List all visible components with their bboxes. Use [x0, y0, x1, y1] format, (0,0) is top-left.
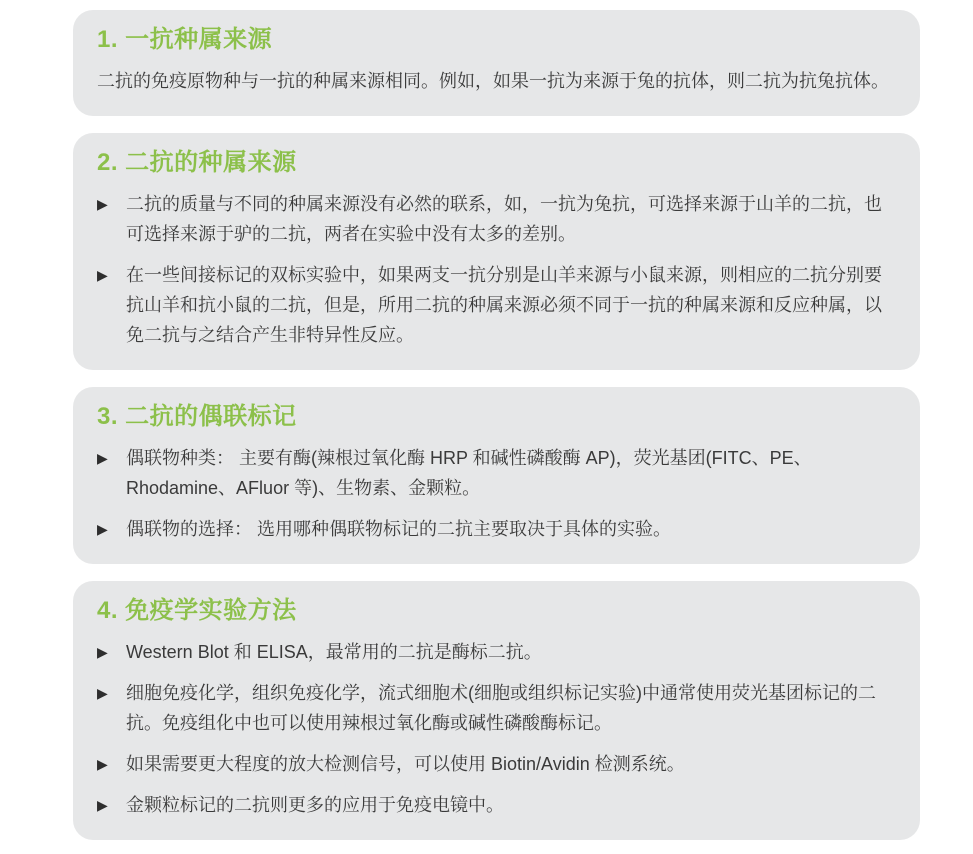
section-paragraph: 二抗的免疫原物种与一抗的种属来源相同。例如，如果一抗为来源于兔的抗体，则二抗为抗兔抗体。	[97, 71, 889, 91]
section-title: 3. 二抗的偶联标记	[97, 403, 297, 430]
section-title: 4. 免疫学实验方法	[97, 597, 297, 624]
bullet-item	[97, 443, 894, 503]
triangle-bullet-icon: ▶	[97, 756, 108, 772]
section-title: 1. 一抗种属来源	[97, 26, 273, 53]
bullet-item	[97, 749, 894, 779]
section-card-primary-antibody-source	[73, 10, 920, 116]
bullet-item	[97, 678, 894, 738]
bullet-text: 二抗的质量与不同的种属来源没有必然的联系，如，一抗为兔抗，可选择来源于山羊的二抗，也可选择来源于驴的二抗，两者在实验中没有太多的差别。	[126, 194, 882, 244]
section-title: 2. 二抗的种属来源	[97, 149, 297, 176]
bullet-text: 偶联物种类： 主要有酶(辣根过氧化酶 HRP 和碱性磷酸酶 AP)，荧光基团(FITC、PE、Rhodamine、AFluor 等)、生物素、金颗粒。	[126, 448, 812, 498]
triangle-bullet-icon: ▶	[97, 450, 108, 466]
triangle-bullet-icon: ▶	[97, 644, 108, 660]
bullet-item	[97, 637, 894, 667]
bullet-item	[97, 790, 894, 820]
triangle-bullet-icon: ▶	[97, 797, 108, 813]
bullet-item	[97, 260, 894, 350]
section-card-conjugate-labels	[73, 387, 920, 564]
bullet-text: 细胞免疫化学，组织免疫化学，流式细胞术(细胞或组织标记实验)中通常使用荧光基团标记的二抗。免疫组化中也可以使用辣根过氧化酶或碱性磷酸酶标记。	[126, 683, 876, 733]
bullet-text: 金颗粒标记的二抗则更多的应用于免疫电镜中。	[126, 795, 504, 815]
triangle-bullet-icon: ▶	[97, 521, 108, 537]
bullet-item	[97, 514, 894, 544]
bullet-text: Western Blot 和 ELISA，最常用的二抗是酶标二抗。	[126, 642, 542, 662]
section-card-immunoassay-methods	[73, 581, 920, 840]
bullet-text: 如果需要更大程度的放大检测信号，可以使用 Biotin/Avidin 检测系统。	[126, 754, 685, 774]
triangle-bullet-icon: ▶	[97, 196, 108, 212]
triangle-bullet-icon: ▶	[97, 685, 108, 701]
bullet-item	[97, 189, 894, 249]
triangle-bullet-icon: ▶	[97, 267, 108, 283]
section-card-secondary-antibody-source	[73, 133, 920, 370]
bullet-text: 在一些间接标记的双标实验中，如果两支一抗分别是山羊来源与小鼠来源，则相应的二抗分别要抗山羊和抗小鼠的二抗，但是，所用二抗的种属来源必须不同于一抗的种属来源和反应种属，以免二抗与之结合产生非特异性反应。	[126, 265, 882, 345]
bullet-text: 偶联物的选择： 选用哪种偶联物标记的二抗主要取决于具体的实验。	[126, 519, 671, 539]
